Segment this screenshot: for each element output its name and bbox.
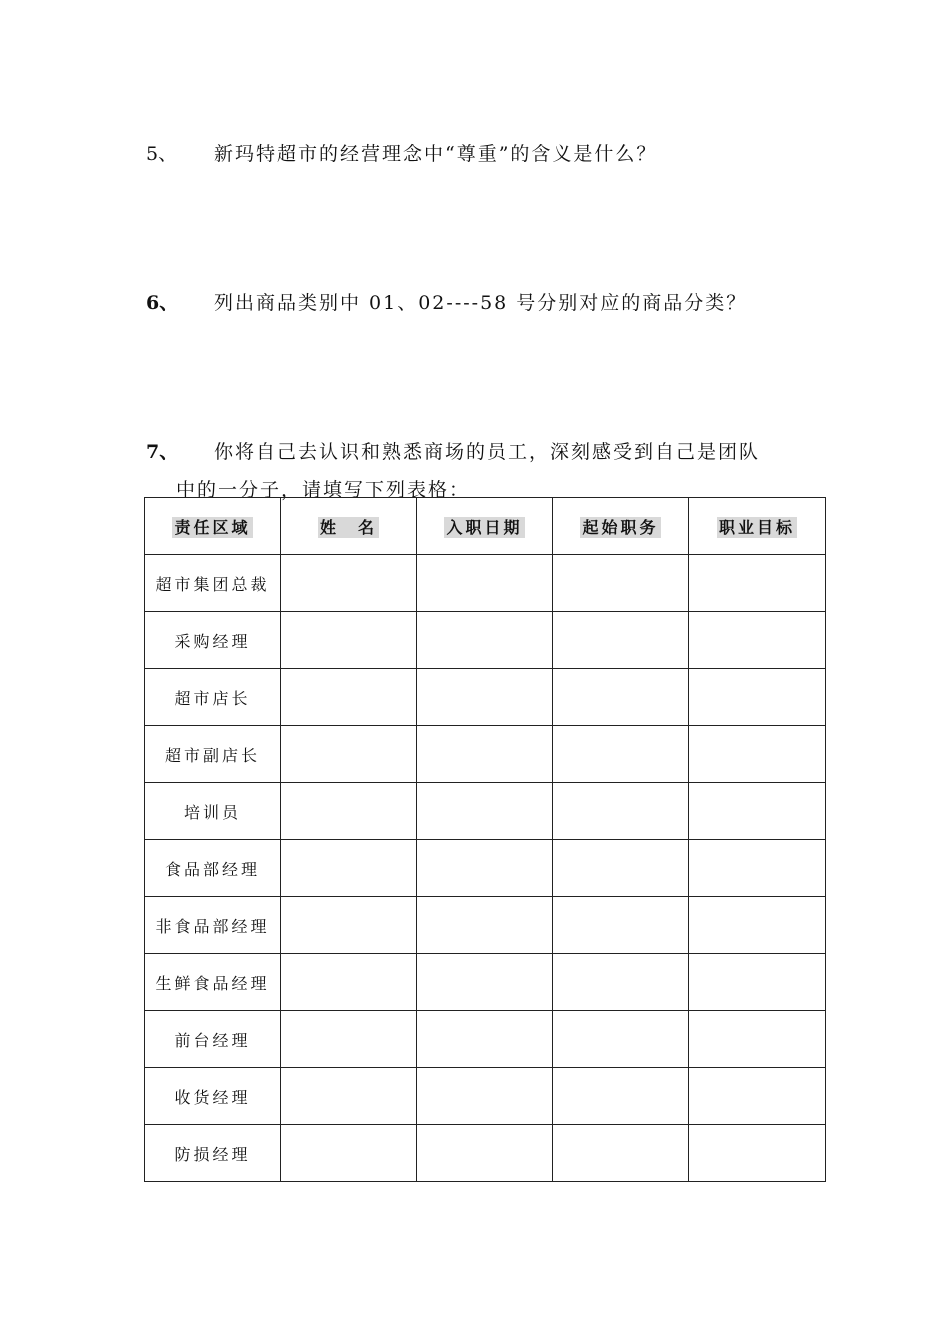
table-row — [145, 555, 826, 612]
table-row — [145, 783, 826, 840]
join-date-cell[interactable] — [417, 669, 553, 726]
question-7-text-line2: 中的一分子，请填写下列表格： — [176, 479, 471, 501]
start-position-cell[interactable] — [553, 555, 689, 612]
join-date-cell[interactable] — [417, 726, 553, 783]
role-cell: 超市副店长 — [145, 726, 281, 783]
role-cell: 超市集团总裁 — [145, 555, 281, 612]
name-cell[interactable] — [281, 897, 417, 954]
role-cell: 培训员 — [145, 783, 281, 840]
table-row — [145, 954, 826, 1011]
name-cell[interactable] — [281, 954, 417, 1011]
table-row — [145, 1068, 826, 1125]
name-cell[interactable] — [281, 840, 417, 897]
header-join-date: 入职日期 — [417, 498, 553, 555]
header-area: 责任区域 — [145, 498, 281, 555]
question-5-number: 5、 — [146, 143, 178, 165]
career-goal-cell[interactable] — [689, 897, 826, 954]
start-position-cell[interactable] — [553, 1011, 689, 1068]
start-position-cell[interactable] — [553, 1125, 689, 1182]
name-cell[interactable] — [281, 669, 417, 726]
name-cell[interactable] — [281, 726, 417, 783]
join-date-cell[interactable] — [417, 783, 553, 840]
table-row — [145, 726, 826, 783]
question-7-number: 7、 — [146, 441, 179, 463]
table-row — [145, 669, 826, 726]
career-goal-cell[interactable] — [689, 783, 826, 840]
career-goal-cell[interactable] — [689, 1068, 826, 1125]
table-row — [145, 840, 826, 897]
role-cell: 食品部经理 — [145, 840, 281, 897]
name-cell[interactable] — [281, 783, 417, 840]
join-date-cell[interactable] — [417, 840, 553, 897]
question-6-text: 列出商品类别中 01、02----58 号分别对应的商品分类？ — [214, 292, 748, 314]
career-goal-cell[interactable] — [689, 555, 826, 612]
table-row — [145, 612, 826, 669]
career-goal-cell[interactable] — [689, 840, 826, 897]
career-goal-cell[interactable] — [689, 726, 826, 783]
name-cell[interactable] — [281, 1068, 417, 1125]
career-goal-cell[interactable] — [689, 1011, 826, 1068]
team-table — [144, 497, 826, 1182]
table-row — [145, 897, 826, 954]
role-cell: 收货经理 — [145, 1068, 281, 1125]
start-position-cell[interactable] — [553, 669, 689, 726]
table-row — [145, 1125, 826, 1182]
start-position-cell[interactable] — [553, 1068, 689, 1125]
start-position-cell[interactable] — [553, 726, 689, 783]
career-goal-cell[interactable] — [689, 612, 826, 669]
name-cell[interactable] — [281, 1125, 417, 1182]
start-position-cell[interactable] — [553, 783, 689, 840]
join-date-cell[interactable] — [417, 1125, 553, 1182]
role-cell: 生鲜食品经理 — [145, 954, 281, 1011]
join-date-cell[interactable] — [417, 897, 553, 954]
role-cell: 前台经理 — [145, 1011, 281, 1068]
join-date-cell[interactable] — [417, 1011, 553, 1068]
join-date-cell[interactable] — [417, 1068, 553, 1125]
role-cell: 非食品部经理 — [145, 897, 281, 954]
join-date-cell[interactable] — [417, 612, 553, 669]
name-cell[interactable] — [281, 555, 417, 612]
join-date-cell[interactable] — [417, 954, 553, 1011]
header-name: 姓 名 — [281, 498, 417, 555]
career-goal-cell[interactable] — [689, 1125, 826, 1182]
table-header-row — [145, 498, 826, 555]
question-6-number: 6、 — [146, 292, 179, 314]
header-career-goal: 职业目标 — [689, 498, 826, 555]
start-position-cell[interactable] — [553, 954, 689, 1011]
name-cell[interactable] — [281, 612, 417, 669]
join-date-cell[interactable] — [417, 555, 553, 612]
header-start-position: 起始职务 — [553, 498, 689, 555]
start-position-cell[interactable] — [553, 897, 689, 954]
start-position-cell[interactable] — [553, 840, 689, 897]
question-7-text-line1: 你将自己去认识和熟悉商场的员工，深刻感受到自己是团队 — [214, 441, 761, 463]
role-cell: 防损经理 — [145, 1125, 281, 1182]
name-cell[interactable] — [281, 1011, 417, 1068]
table-row — [145, 1011, 826, 1068]
career-goal-cell[interactable] — [689, 954, 826, 1011]
career-goal-cell[interactable] — [689, 669, 826, 726]
start-position-cell[interactable] — [553, 612, 689, 669]
question-5-text: 新玛特超市的经营理念中“尊重”的含义是什么？ — [214, 143, 658, 165]
role-cell: 采购经理 — [145, 612, 281, 669]
role-cell: 超市店长 — [145, 669, 281, 726]
